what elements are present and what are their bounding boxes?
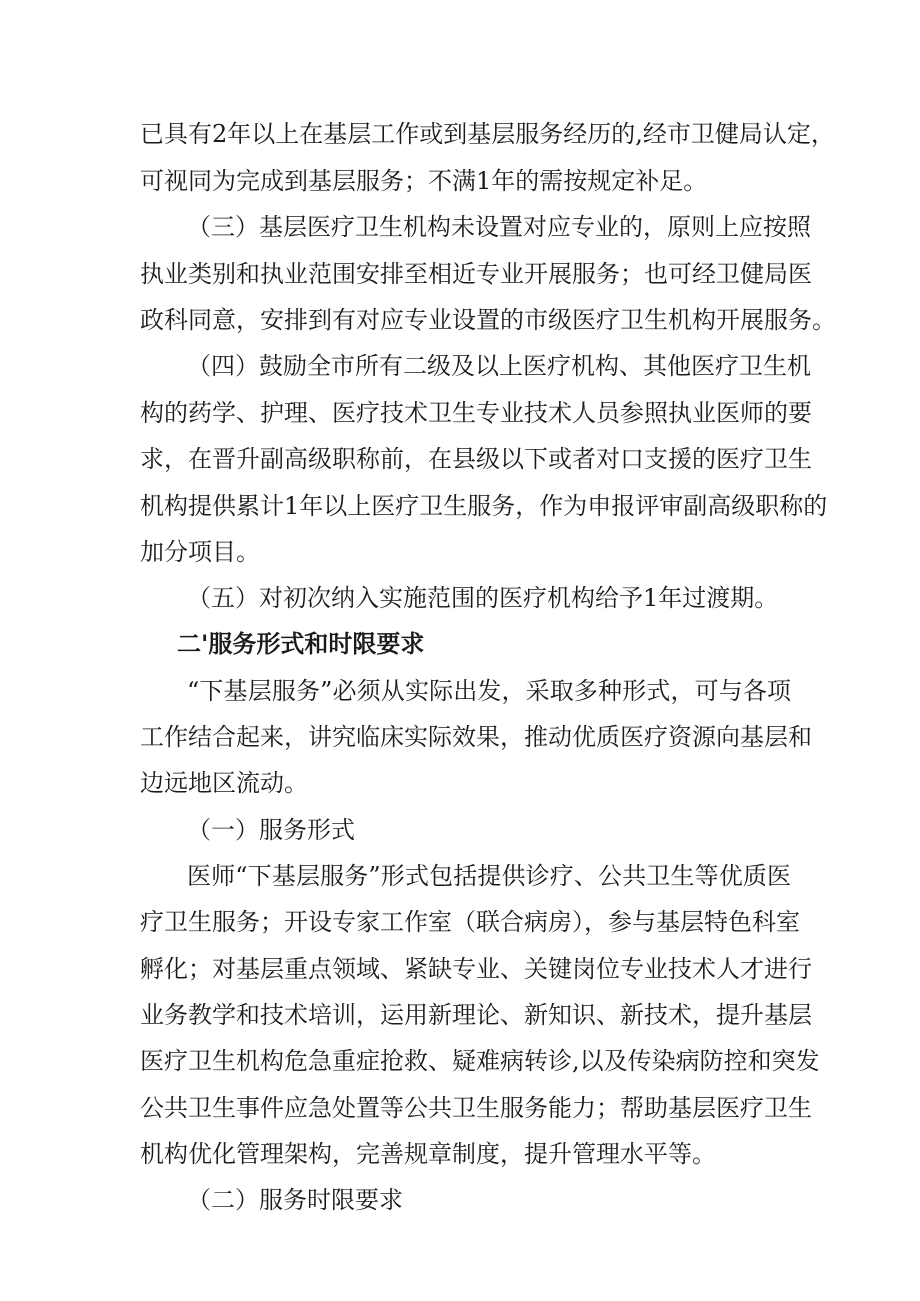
text-line: “下基层服务”必须从实际出发，采取多种形式，可与各项 [187, 677, 792, 705]
text-line: 政科同意，安排到有对应专业设置的市级医疗卫生机构开展服务。 [140, 306, 836, 334]
text-line: 边远地区流动。 [140, 769, 308, 797]
text-line: 工作结合起来，讲究临床实际效果，推动优质医疗资源向基层和 [140, 723, 812, 751]
text-line: 执业类别和执业范围安排至相近专业开展服务；也可经卫健局医 [140, 260, 812, 288]
text-line: （五）对初次纳入实施范围的医疗机构给予1年过渡期。 [187, 584, 779, 612]
text-line: 医师“下基层服务”形式包括提供诊疗、公共卫生等优质医 [187, 862, 792, 890]
text-line: 可视同为完成到基层服务；不满1年的需按规定补足。 [140, 167, 708, 195]
text-line: 构的药学、护理、医疗技术卫生专业技术人员参照执业医师的要 [140, 399, 812, 427]
subsection-heading: （一）服务形式 [187, 816, 355, 844]
text-line: 求，在晋升副高级职称前，在县级以下或者对口支援的医疗卫生 [140, 445, 812, 473]
text-line: 疗卫生服务；开设专家工作室（联合病房），参与基层特色科室 [140, 908, 800, 936]
text-line: 机构优化管理架构，完善规章制度，提升管理水平等。 [140, 1140, 716, 1168]
text-line: 医疗卫生机构危急重症抢救、疑难病转诊,以及传染病防控和突发 [140, 1047, 820, 1075]
text-line: 公共卫生事件应急处置等公共卫生服务能力；帮助基层医疗卫生 [140, 1094, 812, 1122]
section-heading: 二'服务形式和时限要求 [177, 630, 425, 658]
text-line: （四）鼓励全市所有二级及以上医疗机构、其他医疗卫生机 [187, 352, 811, 380]
text-line: 已具有2年以上在基层工作或到基层服务经历的,经市卫健局认定， [140, 120, 835, 148]
text-line: （三）基层医疗卫生机构未设置对应专业的，原则上应按照 [187, 213, 811, 241]
text-line: 加分项目。 [140, 538, 260, 566]
text-line: 业务教学和技术培训，运用新理论、新知识、新技术，提升基层 [140, 1001, 812, 1029]
subsection-heading: （二）服务时限要求 [187, 1186, 403, 1214]
text-line: 机构提供累计1年以上医疗卫生服务，作为申报评审副高级职称的 [140, 492, 828, 520]
text-line: 孵化；对基层重点领域、紧缺专业、关键岗位专业技术人才进行 [140, 955, 812, 983]
